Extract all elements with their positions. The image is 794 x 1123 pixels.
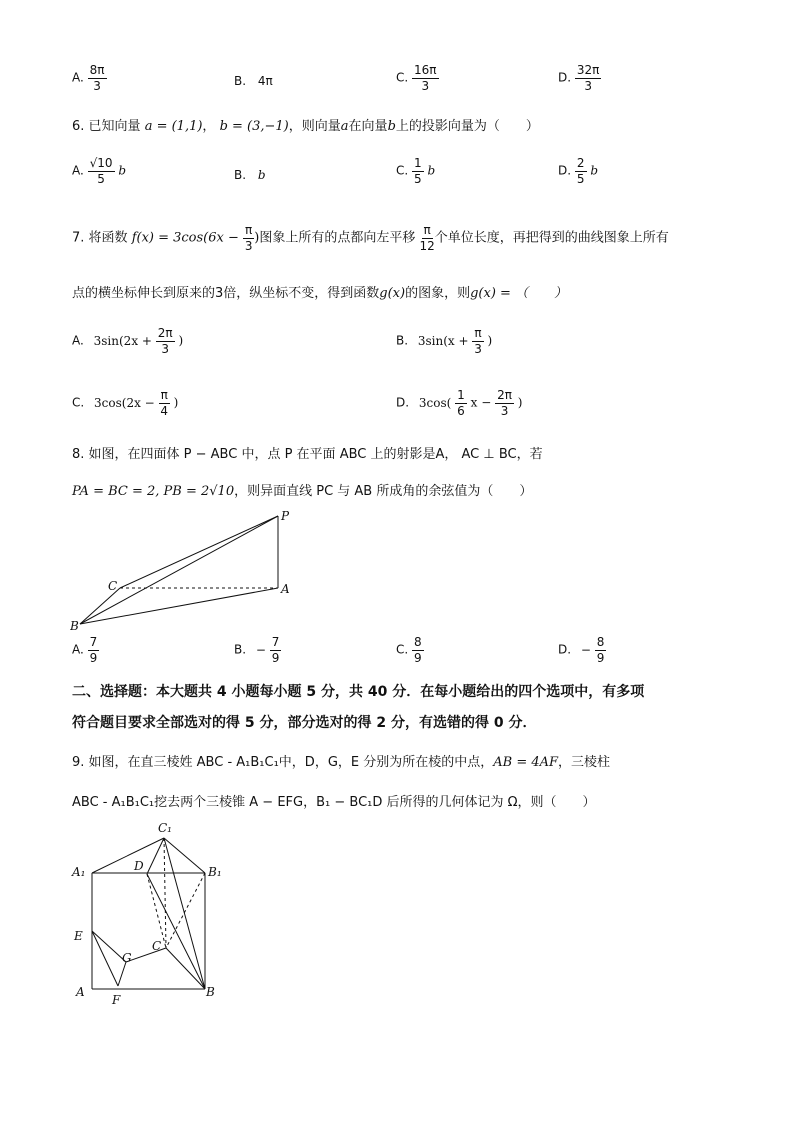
fraction-numerator: π — [245, 223, 253, 237]
edge-f-g — [118, 962, 126, 986]
fraction-denominator: 3 — [584, 78, 592, 93]
edge-d-b — [147, 874, 205, 989]
edge-ab — [80, 588, 278, 624]
fraction-denominator: 3 — [93, 78, 101, 93]
option-expression: 3sin(x + — [417, 333, 469, 348]
vector-relation: AB = 4AF — [493, 755, 559, 770]
q5-option-b[interactable] — [234, 74, 273, 88]
fraction-denominator: 6 — [457, 403, 465, 418]
given-lengths: PA = BC = 2, PB = 2√10 — [72, 484, 235, 499]
q6-option-a[interactable] — [72, 157, 126, 185]
option-label: B. — [396, 333, 409, 348]
edge-b1-b-diag-hidden — [166, 873, 205, 948]
edge-a1-c1 — [92, 838, 164, 873]
fraction-numerator: 2π — [497, 388, 512, 402]
fraction-denominator: 9 — [89, 650, 98, 665]
point-label-c: C — [152, 939, 162, 953]
fraction-numerator: 8π — [89, 63, 105, 77]
fraction-denominator: 3 — [244, 238, 253, 253]
q7-option-d[interactable]: D. 3cos( $\frac{1}{6}$ x − $\frac{2\pi}{3}$ ) — [396, 388, 523, 418]
point-label-b: B — [70, 619, 79, 633]
fraction-denominator: 3 — [500, 403, 509, 418]
fraction-denominator: 9 — [271, 650, 280, 665]
fraction-numerator: π — [160, 388, 168, 402]
q8-option-b[interactable]: B. − $\frac{7}{9}$ — [234, 635, 280, 665]
option-label: D. — [558, 642, 572, 657]
vector-a-definition: a = (1,1) — [144, 119, 203, 134]
fraction-numerator: √10 — [89, 156, 113, 170]
q7-option-c[interactable]: C. 3cos(2x − $\frac{\pi}{4}$ ) — [72, 388, 179, 418]
option-label: A. — [72, 70, 84, 85]
fraction-denominator: 5 — [576, 171, 585, 186]
vector-b: b — [257, 168, 266, 182]
point-label-p: P — [281, 509, 290, 523]
fraction-numerator: π — [474, 326, 482, 340]
q8-stem-line2: PA = BC = 2, PB = 2√10，则异面直线 PC 与 AB 所成角的余弦值为（ ） — [72, 484, 533, 499]
q7-option-b[interactable]: B. 3sin(x + $\frac{\pi}{3}$ ) — [396, 326, 493, 356]
vector-b: b — [590, 163, 599, 178]
vector-b: b — [387, 119, 396, 134]
edge-c1-c-hidden — [164, 838, 166, 948]
fraction-numerator: 2π — [157, 326, 173, 340]
section-heading-line1: 二、选择题：本大题共 4 小题每小题 5 分，共 40 分．在每小题给出的四个选项中，有多项 — [72, 684, 645, 700]
option-label: A. — [72, 333, 84, 348]
q6-option-d[interactable] — [558, 157, 598, 185]
point-label-f: F — [112, 993, 121, 1007]
fraction-numerator: 7 — [271, 635, 280, 649]
option-label: A. — [72, 642, 84, 657]
q6-stem: 6. 已知向量 a = (1,1)， b = (3,−1)，则向量a在向量b上的投影向量为（ ） — [72, 119, 539, 134]
point-label-g: G — [122, 951, 132, 965]
function-g-equals: g(x) = （ ） — [470, 286, 568, 301]
fraction-denominator: 12 — [419, 238, 435, 253]
vector-b: b — [427, 163, 436, 178]
q9-stem-line2: ABC - A₁B₁C₁挖去两个三棱锥 A − EFG，B₁ − BC₁D 后所得的几何体记为 Ω，则（ ） — [72, 795, 596, 810]
fraction-denominator: 9 — [414, 650, 422, 665]
fraction-denominator: 9 — [596, 650, 605, 665]
option-label: D. — [558, 163, 572, 178]
vector-a: a — [340, 119, 349, 134]
option-label: C. — [72, 395, 85, 410]
option-label: A. — [72, 163, 84, 178]
point-label-d: D — [134, 859, 144, 873]
point-label-c: C — [108, 579, 118, 593]
point-label-e: E — [74, 929, 83, 943]
fraction-denominator: 5 — [414, 171, 422, 186]
option-value: 4π — [257, 74, 273, 88]
vector-b-definition: b = (3,−1) — [219, 119, 289, 134]
fraction-numerator: π — [423, 223, 431, 237]
option-expression: 3cos(2x − — [94, 395, 155, 410]
fraction-numerator: 1 — [457, 388, 465, 402]
option-label: D. — [558, 70, 572, 85]
q6-option-c[interactable] — [396, 157, 435, 185]
fraction-denominator: 3 — [161, 341, 170, 356]
fraction-numerator: 16π — [414, 63, 437, 77]
fraction-denominator: 4 — [160, 403, 168, 418]
edge-pc — [120, 516, 278, 588]
point-label-b: B — [206, 985, 215, 999]
q9-stem-line1: 9. 如图，在直三棱姓 ABC - A₁B₁C₁中，D，G，E 分别为所在棱的中点，AB = 4AF，三棱柱 — [72, 755, 611, 770]
fraction-numerator: 2 — [576, 156, 585, 170]
fraction-denominator: 5 — [97, 171, 105, 186]
fraction-numerator: 8 — [414, 635, 422, 649]
fraction-denominator: 3 — [421, 78, 430, 93]
q7-stem-line2: 点的横坐标伸长到原来的3倍，纵坐标不变，得到函数g(x)的图象，则g(x) = （ ） — [72, 286, 568, 301]
q7-stem-line1: 7. 将函数 f(x) = 3cos(6x − $\frac{\pi}{3}$ )图象上所有的点都向左平移 $\frac{\pi}{12}$ 个单位长度，再把得到的曲线图象上所有 — [72, 223, 669, 253]
prism-figure — [70, 816, 230, 1012]
tetrahedron-figure — [70, 506, 300, 636]
option-label: B. — [234, 168, 247, 182]
function-definition: f(x) = 3cos(6x − — [131, 230, 244, 246]
point-label-a: A — [76, 985, 85, 999]
point-label-a: A — [281, 582, 290, 596]
option-expression: 3cos( — [418, 395, 452, 410]
option-label: D. — [396, 395, 410, 410]
edge-e-f — [92, 931, 118, 986]
q8-option-c[interactable] — [396, 636, 424, 664]
option-label: C. — [396, 70, 409, 85]
edge-d-c-hidden — [147, 874, 166, 948]
q5-option-a[interactable] — [72, 64, 107, 92]
option-label: C. — [396, 163, 409, 178]
option-label: B. — [234, 74, 247, 88]
edge-c1-b — [164, 838, 205, 989]
option-label: B. — [234, 642, 247, 657]
fraction-numerator: 7 — [89, 635, 98, 649]
fraction-numerator: 32π — [576, 63, 600, 77]
q5-option-d[interactable] — [558, 64, 601, 92]
fraction-numerator: 8 — [596, 635, 605, 649]
q6-option-b[interactable] — [234, 168, 266, 182]
edge-pb — [80, 516, 278, 624]
point-label-b1: B₁ — [208, 865, 222, 879]
option-label: C. — [396, 642, 409, 657]
q8-option-d[interactable]: D. − $\frac{8}{9}$ — [558, 635, 605, 665]
q5-option-c[interactable] — [396, 64, 439, 92]
edge-c1-b1 — [164, 838, 205, 873]
fraction-numerator: 1 — [414, 156, 422, 170]
section-heading-line2: 符合题目要求全部选对的得 5 分，部分选对的得 2 分，有选错的得 0 分． — [72, 715, 537, 731]
edge-e-g — [92, 931, 126, 962]
option-expression: 3sin(2x + — [93, 333, 152, 348]
point-label-c1: C₁ — [158, 821, 172, 835]
q7-option-a[interactable]: A. 3sin(2x + $\frac{2\pi}{3}$ ) — [72, 326, 184, 356]
q8-stem-line1: 8. 如图，在四面体 P − ABC 中，点 P 在平面 ABC 上的射影是A， AC ⊥ BC，若 — [72, 447, 543, 462]
edge-c1-d — [147, 838, 164, 874]
function-g: g(x) — [379, 286, 406, 301]
fraction-denominator: 3 — [474, 341, 482, 356]
q8-option-a[interactable] — [72, 636, 99, 664]
vector-b: b — [118, 163, 127, 178]
point-label-a1: A₁ — [72, 865, 86, 879]
